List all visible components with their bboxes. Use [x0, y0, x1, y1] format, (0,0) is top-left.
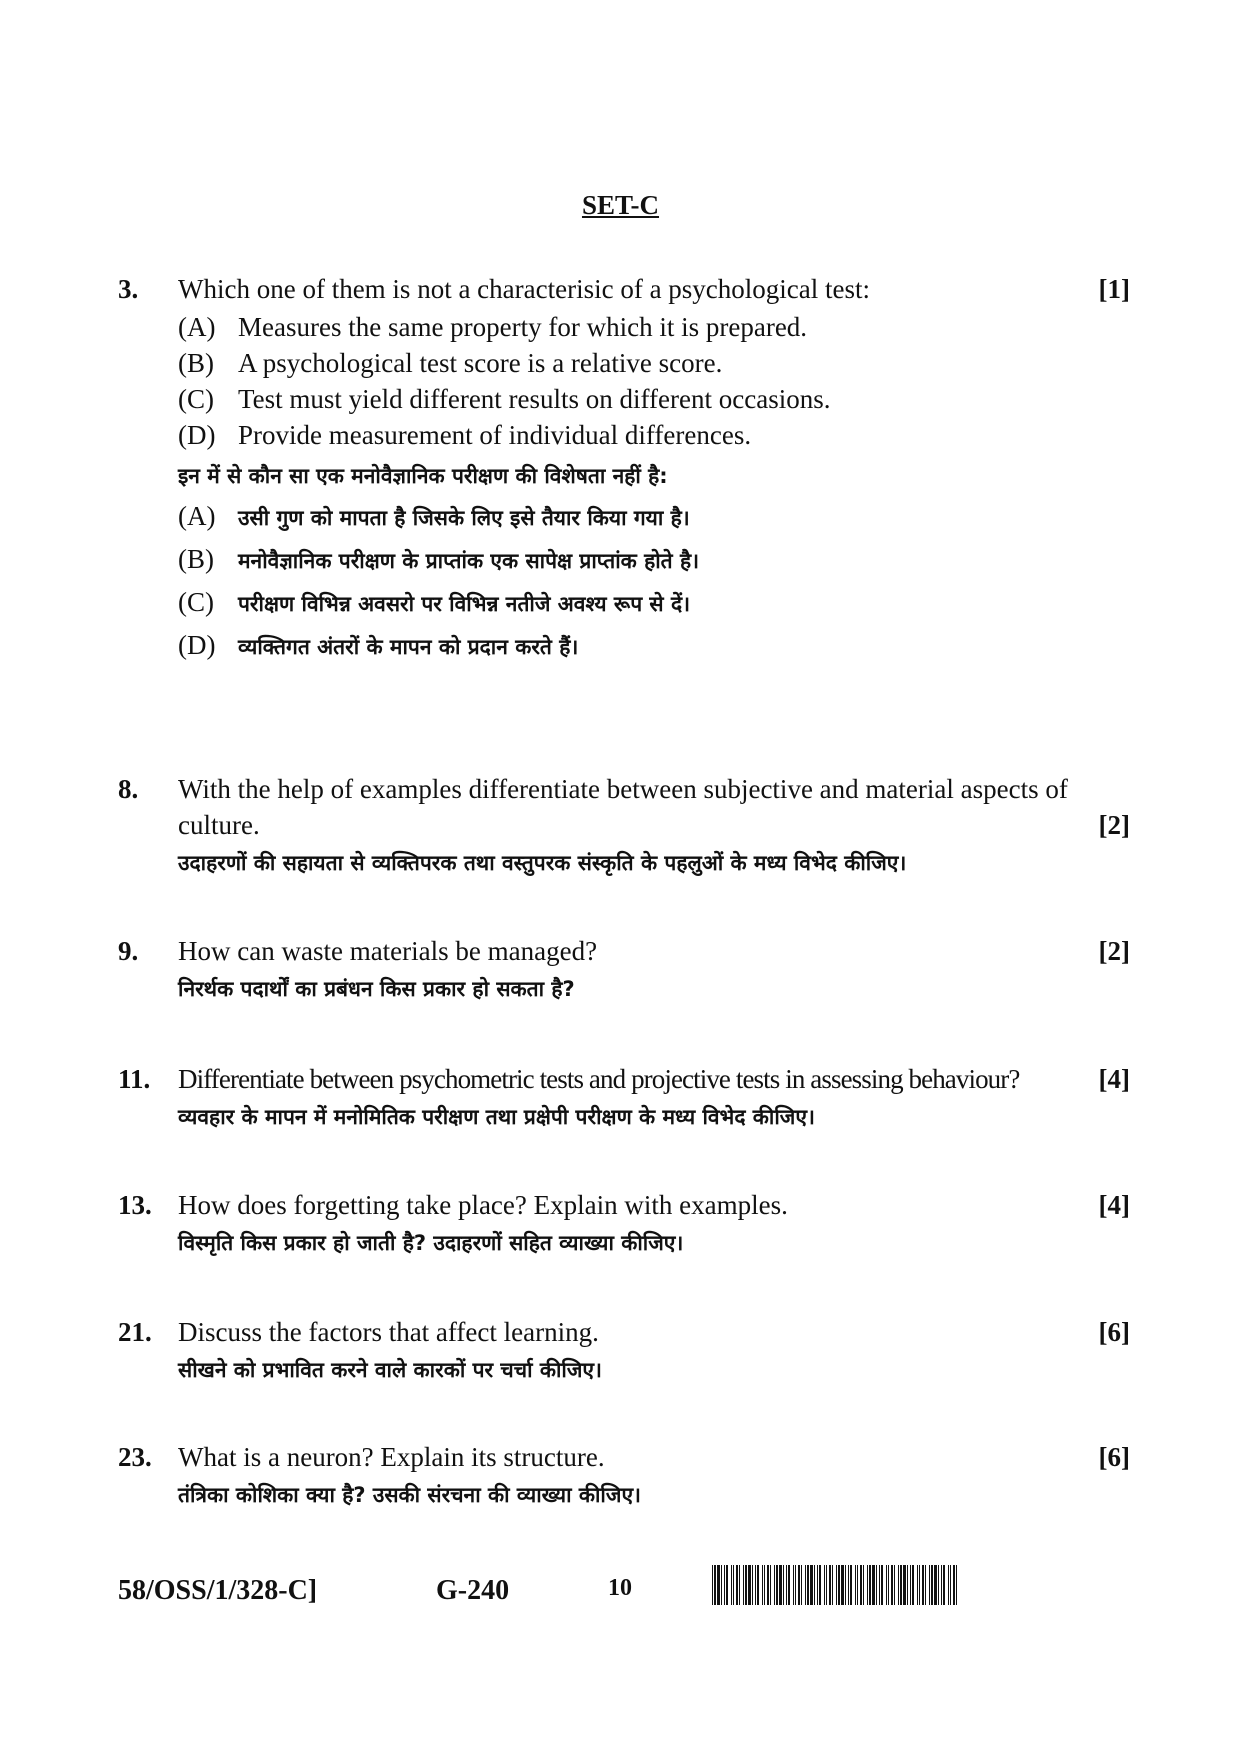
barcode-bar [776, 1565, 778, 1605]
barcode-bar [783, 1565, 784, 1605]
barcode-bar [917, 1565, 918, 1605]
barcode-bar [801, 1565, 802, 1605]
barcode-bar [863, 1565, 864, 1605]
barcode-bar [872, 1565, 875, 1605]
barcode-bar [953, 1565, 955, 1605]
barcode-bar [894, 1565, 895, 1605]
option-text: परीक्षण विभिन्न अवसरो पर विभिन्न नतीजे अवश्य रूप से दें। [238, 592, 691, 616]
barcode-bar [860, 1565, 862, 1605]
option-label: (A) [178, 312, 216, 342]
barcode-bar [876, 1565, 877, 1605]
barcode-bar [798, 1565, 800, 1605]
barcode-bar [807, 1565, 809, 1605]
question-marks: [1] [1098, 274, 1130, 304]
question-hindi: सीखने को प्रभावित करने वाले कारकों पर चर्चा कीजिए। [178, 1358, 602, 1382]
barcode-bar [888, 1565, 889, 1605]
g-number: G-240 [436, 1575, 510, 1606]
barcode-bar [762, 1565, 763, 1605]
question-text: What is a neuron? Explain its structure. [178, 1442, 605, 1472]
question-hindi: निरर्थक पदार्थों का प्रबंधन किस प्रकार हो सकता है? [178, 977, 575, 1001]
question-hindi: विस्मृति किस प्रकार हो जाती है? उदाहरणों सहित व्याख्या कीजिए। [178, 1231, 684, 1255]
barcode-bar [929, 1565, 930, 1605]
question-marks: [6] [1098, 1317, 1130, 1347]
barcode-bar [907, 1565, 908, 1605]
question-marks: [2] [1098, 810, 1130, 840]
question-number: 21. [118, 1317, 152, 1347]
barcode-bar [829, 1565, 831, 1605]
barcode-bar [726, 1565, 728, 1605]
barcode [712, 1565, 960, 1605]
option-d-hindi [178, 625, 1130, 668]
option-label: (C) [178, 384, 214, 414]
option-label: (D) [178, 630, 216, 660]
barcode-bar [805, 1565, 806, 1605]
barcode-bar [755, 1565, 756, 1605]
barcode-bar [764, 1565, 765, 1605]
barcode-bar [922, 1565, 924, 1605]
barcode-bar [891, 1565, 893, 1605]
barcode-bar [881, 1565, 883, 1605]
barcode-bar [925, 1565, 926, 1605]
barcode-bar [743, 1565, 744, 1605]
option-a-hindi [178, 496, 1130, 539]
question-hindi: तंत्रिका कोशिका क्या है? उसकी संरचना की व्याख्या कीजिए। [178, 1483, 642, 1507]
barcode-bar [724, 1565, 725, 1605]
barcode-bar [919, 1565, 920, 1605]
question-marks: [4] [1098, 1064, 1130, 1094]
question-text-continued: culture. [178, 810, 260, 840]
question-3 [118, 271, 1130, 668]
barcode-bar [879, 1565, 880, 1605]
barcode-bar [832, 1565, 833, 1605]
question-number: 11. [118, 1064, 151, 1094]
option-text: व्यक्तिगत अंतरों के मापन को प्रदान करते हैं। [238, 635, 579, 659]
option-text: Measures the same property for which it is prepared. [238, 312, 808, 342]
option-label: (D) [178, 420, 216, 450]
question-text: How does forgetting take place? Explain with examples. [178, 1190, 788, 1220]
barcode-bar [714, 1565, 716, 1605]
option-text: मनोवैज्ञानिक परीक्षण के प्राप्तांक एक सापेक्ष प्राप्तांक होते है। [238, 549, 700, 573]
barcode-bar [938, 1565, 939, 1605]
barcode-bar [757, 1565, 759, 1605]
question-number: 3. [118, 274, 139, 304]
barcode-bar [767, 1565, 769, 1605]
option-label: (A) [178, 501, 216, 531]
option-c [178, 379, 1130, 420]
question-text: Discuss the factors that affect learning. [178, 1317, 599, 1347]
barcode-bar [770, 1565, 771, 1605]
barcode-bar [793, 1565, 794, 1605]
option-label: (B) [178, 348, 214, 378]
barcode-bar [824, 1565, 825, 1605]
barcode-bar [948, 1565, 949, 1605]
barcode-bar [857, 1565, 858, 1605]
question-number: 8. [118, 774, 139, 804]
barcode-bar [912, 1565, 914, 1605]
barcode-bar [867, 1565, 868, 1605]
page-number: 10 [608, 1575, 632, 1601]
barcode-bar [733, 1565, 734, 1605]
barcode-bar [817, 1565, 818, 1605]
option-b [178, 343, 1130, 384]
barcode-bar [819, 1565, 821, 1605]
barcode-bar [869, 1565, 871, 1605]
barcode-bar [826, 1565, 827, 1605]
barcode-bar [779, 1565, 782, 1605]
question-13 [118, 1187, 1130, 1263]
barcode-bar [900, 1565, 902, 1605]
barcode-bar [850, 1565, 852, 1605]
barcode-bar [845, 1565, 846, 1605]
option-text: Provide measurement of individual differences. [238, 420, 752, 450]
barcode-bar [739, 1565, 740, 1605]
barcode-bar [934, 1565, 937, 1605]
question-hindi: व्यवहार के मापन में मनोमितिक परीक्षण तथा प्रक्षेपी परीक्षण के मध्य विभेद कीजिए। [178, 1105, 815, 1129]
question-9 [118, 933, 1130, 1009]
barcode-bar [898, 1565, 899, 1605]
set-title: SET-C [581, 190, 660, 220]
question-text: Differentiate between psychometric tests and projective tests in assessing behaviour? [178, 1064, 1020, 1094]
question-number: 13. [118, 1190, 152, 1220]
barcode-bar [786, 1565, 787, 1605]
barcode-bar [717, 1565, 720, 1605]
question-11 [118, 1061, 1130, 1137]
option-label: (B) [178, 544, 214, 574]
barcode-bar [788, 1565, 790, 1605]
option-label: (C) [178, 587, 214, 617]
question-21 [118, 1314, 1130, 1390]
barcode-bar [841, 1565, 844, 1605]
barcode-bar [848, 1565, 849, 1605]
barcode-bar [752, 1565, 753, 1605]
barcode-bar [956, 1565, 957, 1605]
question-marks: [2] [1098, 936, 1130, 966]
barcode-bar [712, 1565, 713, 1605]
question-number: 23. [118, 1442, 152, 1472]
question-text: Which one of them is not a characterisic of a psychological test: [178, 274, 871, 304]
barcode-bar [943, 1565, 945, 1605]
option-text: Test must yield different results on different occasions. [238, 384, 831, 414]
option-c-hindi [178, 582, 1130, 625]
barcode-bar [903, 1565, 906, 1605]
barcode-bar [810, 1565, 813, 1605]
barcode-bar [941, 1565, 942, 1605]
question-text: How can waste materials be managed? [178, 936, 598, 966]
question-hindi: उदाहरणों की सहायता से व्यक्तिपरक तथा वस्तुपरक संस्कृति के पहलुओं के मध्य विभेद कीजिए। [178, 851, 907, 875]
page-footer [118, 1565, 1130, 1615]
option-text: उसी गुण को मापता है जिसके लिए इसे तैयार किया गया है। [238, 506, 690, 530]
option-a [178, 307, 1130, 348]
paper-code: 58/OSS/1/328-C] [118, 1575, 318, 1606]
question-23 [118, 1439, 1130, 1515]
barcode-bar [745, 1565, 747, 1605]
barcode-bar [886, 1565, 887, 1605]
barcode-bar [836, 1565, 837, 1605]
barcode-bar [838, 1565, 840, 1605]
option-d [178, 415, 1130, 456]
barcode-bar [736, 1565, 738, 1605]
question-marks: [6] [1098, 1442, 1130, 1472]
barcode-bar [731, 1565, 732, 1605]
barcode-bar [910, 1565, 911, 1605]
barcode-bar [721, 1565, 722, 1605]
barcode-bar [855, 1565, 856, 1605]
question-text: With the help of examples differentiate between subjective and material aspects of [178, 774, 1068, 804]
barcode-bar [774, 1565, 775, 1605]
option-text: A psychological test score is a relative score. [238, 348, 723, 378]
question-8 [118, 771, 1130, 883]
barcode-bar [814, 1565, 815, 1605]
barcode-bar [795, 1565, 796, 1605]
option-b-hindi [178, 539, 1130, 582]
barcode-bar [931, 1565, 933, 1605]
barcode-bar [950, 1565, 951, 1605]
barcode-bar [748, 1565, 751, 1605]
question-number: 9. [118, 936, 139, 966]
question-marks: [4] [1098, 1190, 1130, 1220]
question-hindi: इन में से कौन सा एक मनोवैज्ञानिक परीक्षण की विशेषता नहीं है: [178, 464, 668, 488]
